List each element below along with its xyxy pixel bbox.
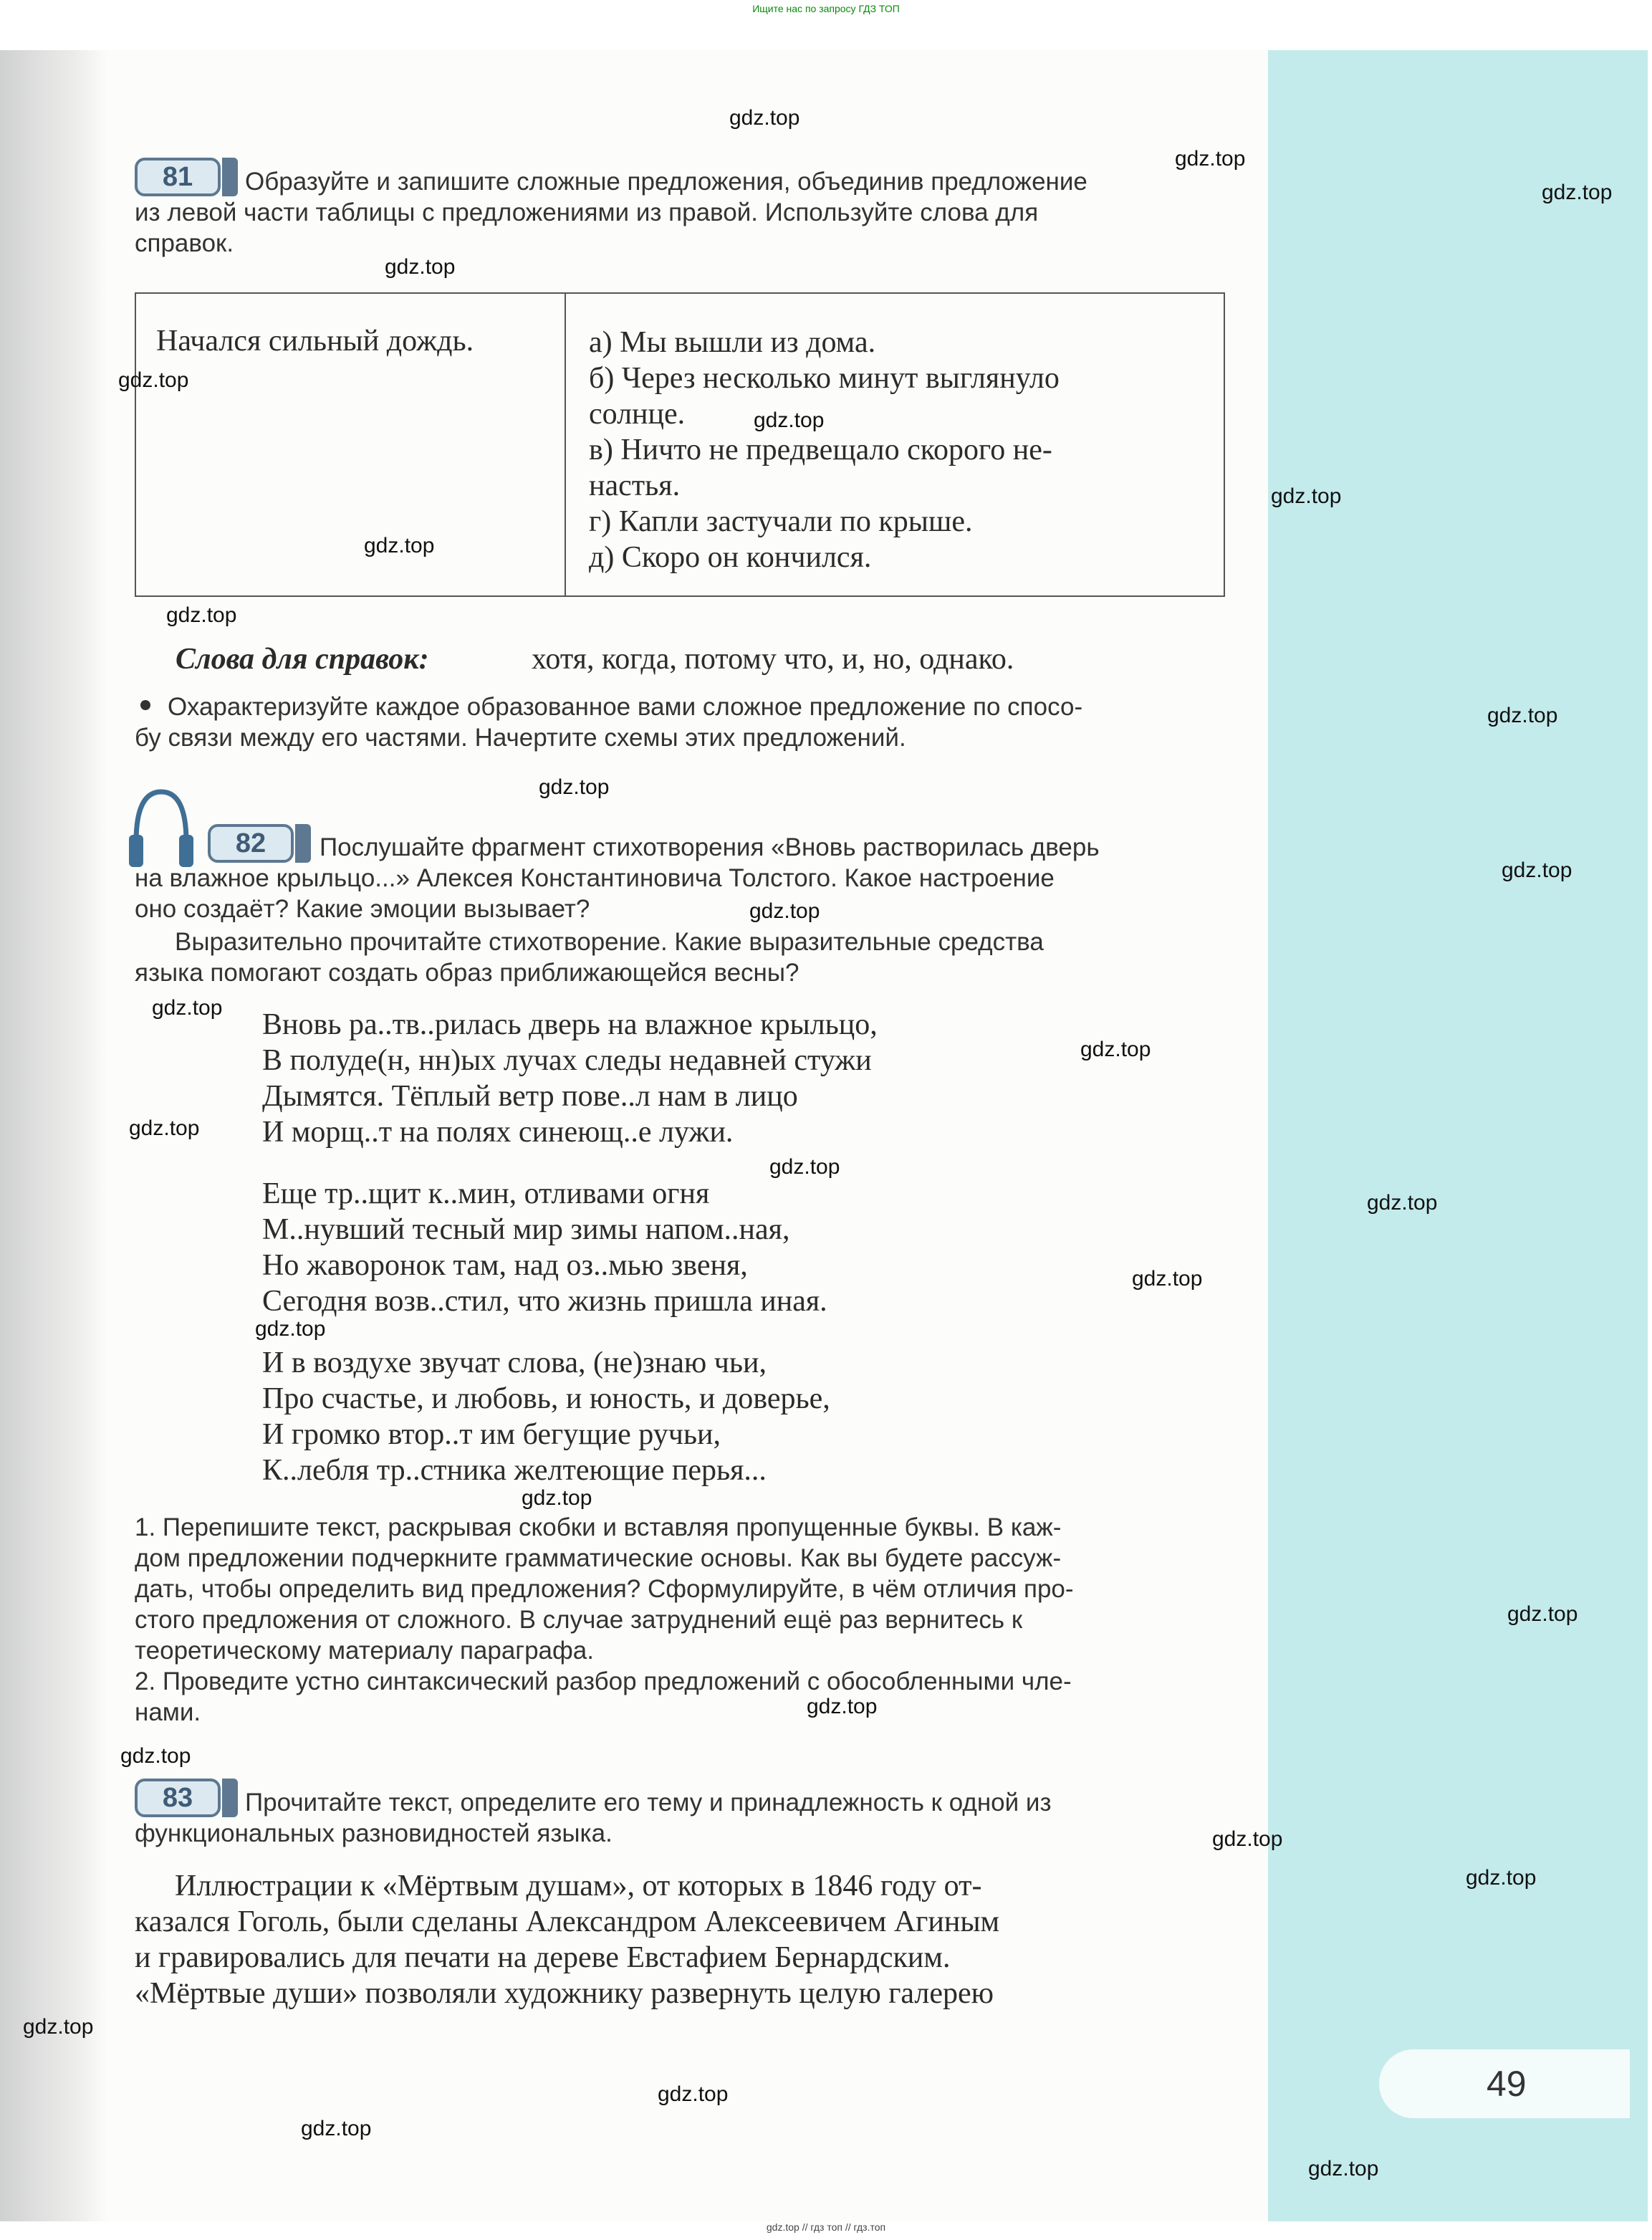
ex82-task-line-5: языка помогают создать образ приближающейся весны?: [135, 959, 799, 987]
table-right-line-4: в) Ничто не предвещало скорого не-: [589, 434, 1052, 466]
ex82-question-line: дом предложении подчеркните грамматические основы. Как вы будете рассуж-: [135, 1544, 1062, 1572]
book-spine-shadow: [0, 50, 107, 2221]
ex81-bullet-line-2: бу связи между его частями. Начертите схемы этих предложений.: [135, 724, 906, 752]
hint-label: Слова для справок:: [176, 643, 429, 676]
headphones-icon: [129, 785, 193, 871]
ex83-task-line-1: Прочитайте текст, определите его тему и принадлежность к одной из: [245, 1789, 1052, 1817]
ex82-question-line: нами.: [135, 1698, 201, 1726]
poem-line: Вновь ра..тв..рилась дверь на влажное крыльцо,: [262, 1008, 878, 1041]
ex82-question-line: 2. Проведите устно синтаксический разбор предложений с обособленными чле-: [135, 1667, 1072, 1695]
watermark: gdz.top: [1080, 1038, 1151, 1061]
ex82-task-line-1: Послушайте фрагмент стихотворения «Вновь растворилась дверь: [320, 833, 1100, 861]
bottom-note: gdz.top // гдз топ // гдз.топ: [766, 2221, 886, 2233]
watermark: gdz.top: [255, 1317, 326, 1341]
ex83-task-line-2: функциональных разновидностей языка.: [135, 1819, 613, 1847]
ex83-text-line: «Мёртвые души» позволяли художнику развернуть целую галерею: [135, 1977, 994, 2010]
ex81-task-line-1: Образуйте и запишите сложные предложения, объединив предложение: [245, 168, 1087, 196]
watermark: gdz.top: [1507, 1602, 1578, 1626]
poem-line: М..нувший тесный мир зимы напом..ная,: [262, 1213, 790, 1246]
watermark: gdz.top: [539, 775, 610, 799]
watermark: gdz.top: [522, 1486, 592, 1510]
top-note: Ищите нас по запросу ГДЗ ТОП: [752, 3, 900, 14]
ex83-text-line: и гравировались для печати на дереве Евстафием Бернардским.: [135, 1941, 951, 1974]
table-right-line-2: б) Через несколько минут выглянуло: [589, 362, 1060, 395]
table-right-line-1: а) Мы вышли из дома.: [589, 326, 876, 359]
watermark: gdz.top: [1487, 704, 1558, 727]
watermark: gdz.top: [1308, 2157, 1379, 2181]
table-right-line-5: настья.: [589, 469, 681, 502]
exercise-82-badge: [208, 824, 294, 863]
watermark: gdz.top: [385, 255, 456, 279]
watermark: gdz.top: [658, 2082, 729, 2106]
exercise-83-number: 83: [162, 1783, 193, 1813]
watermark: gdz.top: [152, 996, 223, 1020]
poem-line: Еще тр..щит к..мин, отливами огня: [262, 1177, 710, 1210]
poem-line: И в воздухе звучат слова, (не)знаю чьи,: [262, 1346, 767, 1379]
watermark: gdz.top: [729, 106, 800, 130]
poem-line: И громко втор..т им бегущие ручьи,: [262, 1418, 721, 1451]
poem-line: К..лебля тр..стника желтеющие перья...: [262, 1454, 767, 1487]
ex81-task-line-3: справок.: [135, 229, 234, 257]
poem-line: Про счастье, и любовь, и юность, и доверье,: [262, 1382, 830, 1415]
poem-line: В полуде(н, нн)ых лучах следы недавней стужи: [262, 1044, 872, 1077]
watermark: gdz.top: [754, 408, 825, 432]
watermark: gdz.top: [807, 1695, 878, 1718]
page-number: 49: [1379, 2049, 1630, 2118]
ex83-text-line: казался Гоголь, были сделаны Александром Алексеевичем Агиным: [135, 1905, 1000, 1938]
watermark: gdz.top: [1367, 1191, 1438, 1215]
watermark: gdz.top: [1132, 1267, 1203, 1291]
ex82-question-line: стого предложения от сложного. В случае затруднений ещё раз вернитесь к: [135, 1606, 1023, 1634]
watermark: gdz.top: [364, 534, 435, 557]
watermark: gdz.top: [769, 1155, 840, 1179]
ex81-bullet-line-1: Охарактеризуйте каждое образованное вами сложное предложение по спосо-: [168, 693, 1083, 721]
margin-strip: [1268, 50, 1648, 2221]
exercise-83-badge: [135, 1779, 221, 1817]
ex82-task-line-4: Выразительно прочитайте стихотворение. Какие выразительные средства: [175, 928, 1044, 956]
watermark: gdz.top: [1175, 147, 1246, 171]
watermark: gdz.top: [301, 2117, 372, 2140]
table-right-line-6: г) Капли застучали по крыше.: [589, 505, 973, 538]
ex82-task-line-2: на влажное крыльцо...» Алексея Константиновича Толстого. Какое настроение: [135, 864, 1055, 892]
ex82-question-line: дать, чтобы определить вид предложения? Сформулируйте, в чём отличия про-: [135, 1575, 1074, 1603]
table-left-sentence: Начался сильный дождь.: [156, 325, 474, 358]
watermark: gdz.top: [1212, 1827, 1283, 1851]
table-divider: [565, 294, 566, 595]
table-right-line-7: д) Скоро он кончился.: [589, 541, 872, 574]
hint-words: хотя, когда, потому что, и, но, однако.: [532, 643, 1014, 676]
watermark: gdz.top: [1542, 181, 1613, 204]
exercise-81-number: 81: [162, 162, 193, 192]
bullet-dot: [140, 700, 150, 710]
ex82-task-line-3: оно создаёт? Какие эмоции вызывает?: [135, 895, 590, 923]
ex83-text-line: Иллюстрации к «Мёртвым душам», от которых в 1846 году от-: [175, 1870, 982, 1902]
watermark: gdz.top: [118, 368, 189, 392]
watermark: gdz.top: [749, 899, 820, 923]
ex81-task-line-2: из левой части таблицы с предложениями из правой. Используйте слова для: [135, 198, 1039, 226]
exercise-81-badge: [135, 158, 221, 196]
watermark: gdz.top: [1502, 858, 1572, 882]
exercise-81-table: [135, 292, 1225, 597]
poem-line: Дымятся. Тёплый ветр пове..л нам в лицо: [262, 1080, 798, 1113]
ex82-question-line: теоретическому материалу параграфа.: [135, 1637, 594, 1665]
watermark: gdz.top: [1466, 1866, 1537, 1890]
poem-line: Но жаворонок там, над оз..мью звеня,: [262, 1249, 748, 1282]
poem-line: Сегодня возв..стил, что жизнь пришла иная.: [262, 1285, 827, 1318]
exercise-82-number: 82: [235, 828, 266, 858]
table-right-line-3: солнце.: [589, 398, 686, 431]
watermark: gdz.top: [166, 603, 237, 627]
ex82-question-line: 1. Перепишите текст, раскрывая скобки и вставляя пропущенные буквы. В каж-: [135, 1513, 1062, 1541]
watermark: gdz.top: [1271, 484, 1342, 508]
watermark: gdz.top: [23, 2015, 94, 2039]
watermark: gdz.top: [120, 1744, 191, 1768]
poem-line: И морщ..т на полях синеющ..е лужи.: [262, 1116, 734, 1149]
watermark: gdz.top: [129, 1116, 200, 1140]
